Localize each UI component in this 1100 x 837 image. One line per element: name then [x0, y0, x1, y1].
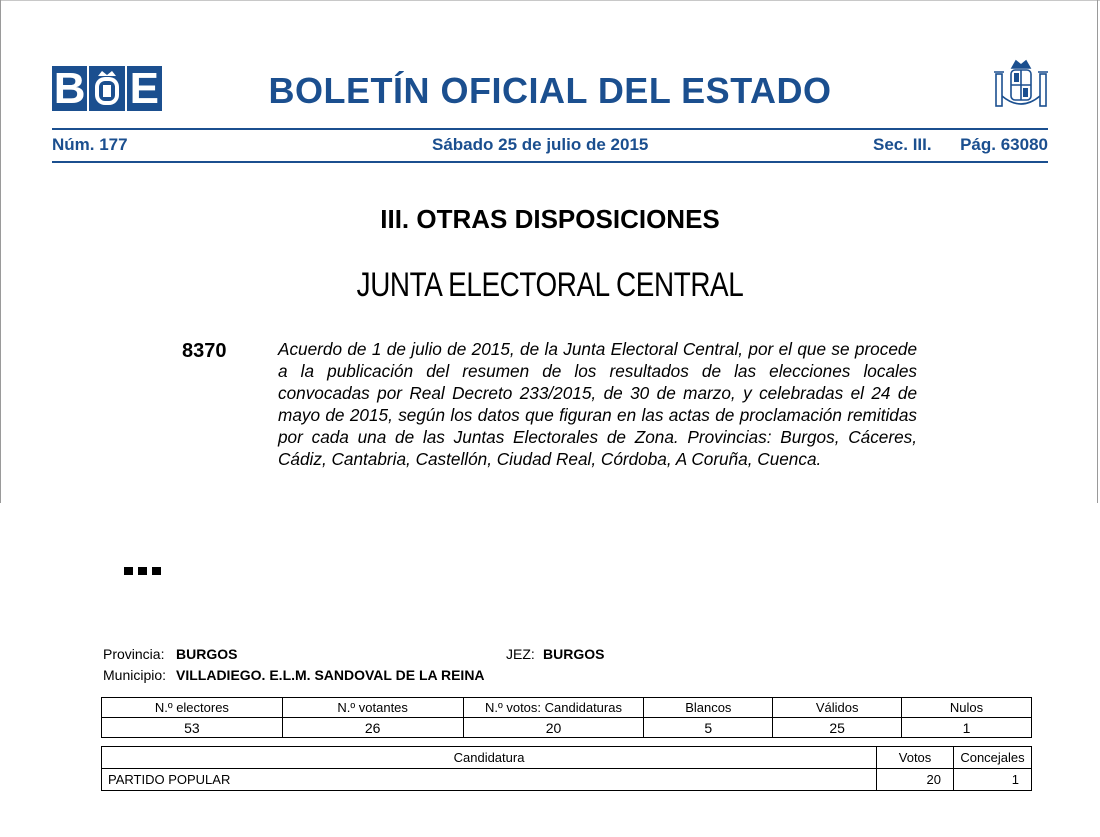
- header-nulos: Nulos: [902, 698, 1032, 718]
- header-votantes: N.º votantes: [282, 698, 463, 718]
- results-value-row: [102, 718, 1032, 738]
- organization-title: JUNTA ELECTORAL CENTRAL: [356, 266, 744, 304]
- candidate-votes: 20: [877, 769, 954, 791]
- header-rule-top: [52, 128, 1048, 130]
- issue-date: Sábado 25 de julio de 2015: [432, 135, 649, 154]
- jez-label: JEZ:: [506, 646, 535, 662]
- omission-marks: [124, 567, 161, 575]
- omission-square: [138, 567, 147, 575]
- boe-logo-emblem: [89, 66, 124, 111]
- municipio-label: Municipio:: [103, 667, 167, 683]
- candidates-table: [101, 746, 1032, 791]
- omission-square: [124, 567, 133, 575]
- section-label: Sec. III.: [873, 135, 932, 154]
- results-header-row: [102, 698, 1032, 718]
- candidate-name: PARTIDO POPULAR: [102, 769, 877, 791]
- boe-logo: [52, 66, 164, 111]
- boe-logo-letter-e: E: [127, 66, 162, 111]
- header-meta-row: [52, 135, 1048, 157]
- coat-of-arms-icon: [990, 56, 1052, 118]
- provincia-value: BURGOS: [176, 646, 238, 662]
- table-row: [102, 769, 1032, 791]
- issue-number: Núm. 177: [52, 135, 128, 154]
- candidate-seats: 1: [954, 769, 1032, 791]
- header-blancos: Blancos: [644, 698, 773, 718]
- header-validos: Válidos: [773, 698, 902, 718]
- value-blancos: 5: [644, 718, 773, 738]
- header-rule-bottom: [52, 161, 1048, 163]
- jez-value: BURGOS: [543, 646, 605, 662]
- header-concejales: Concejales: [954, 747, 1032, 769]
- document-number: 8370: [182, 340, 227, 362]
- value-validos: 25: [773, 718, 902, 738]
- header-candidatura: Candidatura: [102, 747, 877, 769]
- candidates-header-row: [102, 747, 1032, 769]
- publication-title: BOLETÍN OFICIAL DEL ESTADO: [268, 70, 832, 111]
- header-votos: Votos: [877, 747, 954, 769]
- header-electores: N.º electores: [102, 698, 283, 718]
- value-votos-candidaturas: 20: [463, 718, 644, 738]
- crown-shield-icon: [92, 69, 122, 109]
- boe-logo-letter-b: B: [53, 66, 86, 111]
- header-votos-candidaturas: N.º votos: Candidaturas: [463, 698, 644, 718]
- document-summary: Acuerdo de 1 de julio de 2015, de la Junta Electoral Central, por el que se procede a la publicación del resumen de los resultados de las elecciones locales convocadas por Real Decreto 233/2015, de 30 de marzo, y celebradas el 24 de mayo de 2015, según los datos que figuran en las actas de proclamación remitidas por cada una de las Juntas Electorales de Zona. Provincias: Burgos, Cáceres, Cádiz, Cantabria, Castellón, Ciudad Real, Córdoba, A Coruña, Cuenca.: [278, 339, 917, 469]
- omission-square: [152, 567, 161, 575]
- value-nulos: 1: [902, 718, 1032, 738]
- results-table: [101, 697, 1032, 738]
- page-number: Pág. 63080: [960, 135, 1048, 154]
- value-electores: 53: [102, 718, 283, 738]
- municipio-value: VILLADIEGO. E.L.M. SANDOVAL DE LA REINA: [176, 667, 485, 683]
- provincia-label: Provincia:: [103, 646, 165, 662]
- section-title: III. OTRAS DISPOSICIONES: [380, 204, 720, 234]
- value-votantes: 26: [282, 718, 463, 738]
